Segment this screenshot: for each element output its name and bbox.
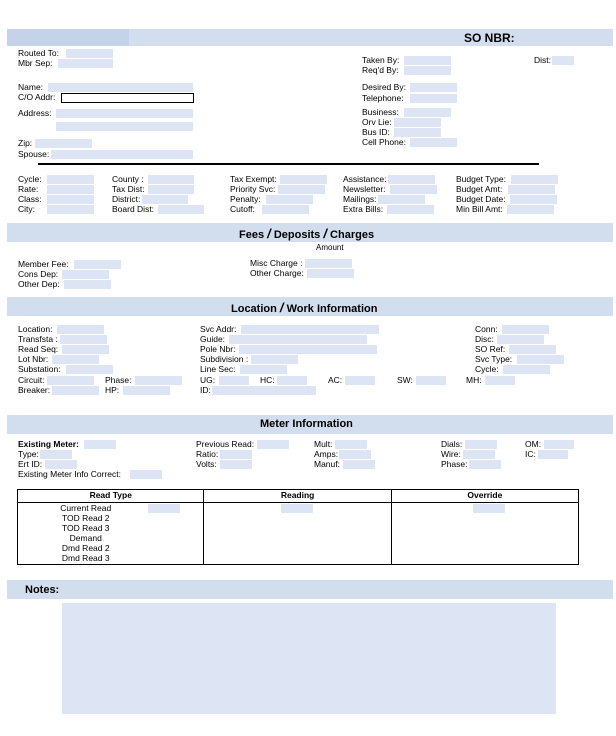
address-line2-field[interactable] xyxy=(56,122,193,131)
district-label: District: xyxy=(112,194,141,204)
other-dep-label: Other Dep: xyxy=(18,279,60,289)
subdivision-field[interactable] xyxy=(251,355,298,364)
city-label: City: xyxy=(18,204,35,214)
meter-type-field[interactable] xyxy=(40,450,72,459)
name-field[interactable] xyxy=(48,83,193,92)
substation-label: Substation: xyxy=(18,364,61,374)
mailings-label: Mailings: xyxy=(343,194,377,204)
hc-label: HC: xyxy=(260,375,275,385)
notes-label: Notes: xyxy=(25,584,60,596)
name-label: Name: xyxy=(18,82,44,92)
location-section-title xyxy=(231,300,377,315)
cons-dep-label: Cons Dep: xyxy=(18,269,59,279)
zip-label: Zip: xyxy=(18,138,33,148)
cycle-field[interactable] xyxy=(47,175,94,184)
reading-header: Reading xyxy=(204,490,391,503)
reading-cell xyxy=(204,503,391,565)
budget-date-label: Budget Date: xyxy=(456,194,506,204)
pole-nbr-label: Pole Nbr: xyxy=(200,344,236,354)
board-dist-field[interactable] xyxy=(158,205,204,214)
divider-line xyxy=(38,163,539,165)
dist-label: Dist: xyxy=(534,55,551,65)
extra-bills-label: Extra Bills: xyxy=(343,204,384,214)
cutoff-label: Cutoff: xyxy=(230,204,255,214)
conn-field[interactable] xyxy=(502,325,549,334)
current-read-type-field[interactable] xyxy=(148,504,180,513)
other-charge-label: Other Charge: xyxy=(250,268,304,278)
ac-field[interactable] xyxy=(345,376,375,385)
budget-date-field[interactable] xyxy=(510,195,557,204)
budget-amt-field[interactable] xyxy=(508,185,555,194)
lot-nbr-label: Lot Nbr: xyxy=(18,354,49,364)
mh-field[interactable] xyxy=(485,376,515,385)
read-type-row: Demand xyxy=(69,533,102,543)
business-field[interactable] xyxy=(404,108,451,117)
transfsta-field[interactable] xyxy=(60,335,107,344)
county-label: County : xyxy=(112,174,144,184)
misc-charge-field[interactable] xyxy=(305,259,352,268)
disc-field[interactable] xyxy=(497,335,544,344)
ac-label: AC: xyxy=(328,375,343,385)
class-field[interactable] xyxy=(47,195,94,204)
location-title-a: Location xyxy=(231,303,277,315)
current-override-field[interactable] xyxy=(473,504,505,513)
cell-phone-label: Cell Phone: xyxy=(362,137,406,147)
circuit-field[interactable] xyxy=(47,376,94,385)
fees-section-title xyxy=(239,226,374,241)
city-field[interactable] xyxy=(47,205,94,214)
fees-title-sep1: / xyxy=(267,226,271,241)
amps-label: Amps: xyxy=(314,449,339,459)
read-type-row: TOD Read 2 xyxy=(61,513,110,523)
read-type-header: Read Type xyxy=(18,490,204,503)
location-title-sep: / xyxy=(279,300,284,315)
taken-by-field[interactable] xyxy=(404,56,451,65)
manuf-field[interactable] xyxy=(343,460,375,469)
meter-section-title: Meter Information xyxy=(260,418,353,430)
priority-svc-label: Priority Svc: xyxy=(230,184,276,194)
penalty-label: Penalty: xyxy=(230,194,261,204)
svc-type-field[interactable] xyxy=(517,355,564,364)
mbr-sep-label: Mbr Sep: xyxy=(18,58,53,68)
desired-by-label: Desired By: xyxy=(362,82,406,92)
read-type-row: TOD Read 3 xyxy=(61,523,110,533)
other-charge-field[interactable] xyxy=(307,269,354,278)
location-title-b: Work Information xyxy=(286,303,378,315)
zip-field[interactable] xyxy=(35,139,92,148)
ug-label: UG: xyxy=(200,375,216,385)
wire-label: Wire: xyxy=(441,449,461,459)
sw-field[interactable] xyxy=(416,376,446,385)
cons-dep-field[interactable] xyxy=(62,270,109,279)
pole-nbr-field[interactable] xyxy=(239,345,377,354)
min-bill-amt-label: Min Bill Amt: xyxy=(456,204,503,214)
class-label: Class: xyxy=(18,194,42,204)
member-fee-field[interactable] xyxy=(74,260,121,269)
fees-title-sep2: / xyxy=(323,226,327,241)
cutoff-field[interactable] xyxy=(262,205,309,214)
current-reading-field[interactable] xyxy=(281,504,313,513)
cycle-label: Cycle: xyxy=(18,174,42,184)
spouse-field[interactable] xyxy=(51,150,193,159)
ic-label: IC: xyxy=(525,449,536,459)
guide-field[interactable] xyxy=(229,335,367,344)
line-sec-field[interactable] xyxy=(240,365,287,374)
hp-label: HP: xyxy=(105,385,120,395)
existing-correct-label: Existing Meter Info Correct: xyxy=(18,469,121,479)
co-addr-label: C/O Addr: xyxy=(18,92,56,102)
so-nbr-label: SO NBR: xyxy=(464,31,515,45)
wire-field[interactable] xyxy=(463,450,495,459)
business-label: Business: xyxy=(362,107,399,117)
misc-charge-label: Misc Charge : xyxy=(250,258,303,268)
amount-label: Amount xyxy=(316,243,344,252)
desired-by-field[interactable] xyxy=(410,83,457,92)
fees-title-a: Fees xyxy=(239,229,265,241)
ratio-field[interactable] xyxy=(220,450,252,459)
line-sec-label: Line Sec: xyxy=(200,364,236,374)
penalty-field[interactable] xyxy=(266,195,313,204)
om-label: OM: xyxy=(525,439,542,449)
cell-phone-field[interactable] xyxy=(410,138,457,147)
phase-field[interactable] xyxy=(135,376,182,385)
ug-field[interactable] xyxy=(219,376,249,385)
budget-type-field[interactable] xyxy=(511,175,558,184)
read-type-row: Dmd Read 2 xyxy=(61,543,110,553)
newsletter-label: Newsletter: xyxy=(343,184,386,194)
reqd-by-label: Req'd By: xyxy=(362,65,399,75)
tax-exempt-field[interactable] xyxy=(280,175,327,184)
board-dist-label: Board Dist: xyxy=(112,204,155,214)
ert-id-label: Ert ID: xyxy=(18,459,43,469)
reqd-by-field[interactable] xyxy=(404,66,451,75)
id-label: ID: xyxy=(200,385,211,395)
location-label: Location: xyxy=(18,324,53,334)
override-header: Override xyxy=(391,490,578,503)
loc-cycle-field[interactable] xyxy=(503,365,550,374)
ert-id-field[interactable] xyxy=(45,460,77,469)
hc-field[interactable] xyxy=(277,376,307,385)
fees-title-b: Deposits xyxy=(273,229,321,241)
fees-title-c: Charges xyxy=(330,229,375,241)
meter-phase-field[interactable] xyxy=(469,460,501,469)
override-cell xyxy=(391,503,578,565)
routed-to-field[interactable] xyxy=(66,49,113,58)
existing-meter-field[interactable] xyxy=(84,440,116,449)
telephone-field[interactable] xyxy=(410,94,457,103)
om-field[interactable] xyxy=(544,440,574,449)
taken-by-label: Taken By: xyxy=(362,55,400,65)
tax-exempt-label: Tax Exempt: xyxy=(230,174,277,184)
county-field[interactable] xyxy=(148,175,194,184)
district-field[interactable] xyxy=(142,195,188,204)
rate-field[interactable] xyxy=(47,185,94,194)
mailings-field[interactable] xyxy=(378,195,425,204)
location-field[interactable] xyxy=(57,325,104,334)
manuf-label: Manuf: xyxy=(314,459,340,469)
notes-textarea[interactable] xyxy=(62,603,556,714)
hp-field[interactable] xyxy=(123,386,170,395)
existing-correct-field[interactable] xyxy=(130,470,162,479)
member-fee-label: Member Fee: xyxy=(18,259,69,269)
id-field[interactable] xyxy=(212,386,316,395)
assistance-field[interactable] xyxy=(388,175,435,184)
orv-lie-label: Orv Lie: xyxy=(362,117,392,127)
read-type-cell xyxy=(18,503,204,565)
assistance-label: Assistance: xyxy=(343,174,387,184)
meter-phase-label: Phase: xyxy=(441,459,468,469)
co-addr-field[interactable] xyxy=(61,93,194,103)
spouse-label: Spouse: xyxy=(18,149,50,159)
conn-label: Conn: xyxy=(475,324,498,334)
phase-label: Phase: xyxy=(105,375,132,385)
breaker-label: Breaker: xyxy=(18,385,51,395)
so-ref-field[interactable] xyxy=(509,345,556,354)
priority-svc-field[interactable] xyxy=(278,185,325,194)
notes-section-bar xyxy=(7,580,613,599)
address-line1-field[interactable] xyxy=(56,109,193,118)
disc-label: Disc: xyxy=(475,334,494,344)
volts-field[interactable] xyxy=(220,460,252,469)
amps-field[interactable] xyxy=(339,450,371,459)
volts-label: Volts: xyxy=(196,459,217,469)
header-left-field[interactable] xyxy=(7,29,129,46)
transfsta-label: Transfsta : xyxy=(18,334,58,344)
newsletter-field[interactable] xyxy=(390,185,437,194)
svc-addr-field[interactable] xyxy=(241,325,379,334)
budget-amt-label: Budget Amt: xyxy=(456,184,503,194)
substation-field[interactable] xyxy=(66,365,113,374)
meter-type-label: Type: xyxy=(18,449,39,459)
read-table xyxy=(17,489,579,565)
existing-meter-label: Existing Meter: xyxy=(18,439,79,449)
tax-dist-field[interactable] xyxy=(148,185,194,194)
bus-id-field[interactable] xyxy=(394,128,441,137)
mult-label: Mult: xyxy=(314,439,333,449)
extra-bills-field[interactable] xyxy=(387,205,434,214)
read-type-row: Dmd Read 3 xyxy=(61,553,110,563)
ratio-label: Ratio: xyxy=(196,449,219,459)
mbr-sep-field[interactable] xyxy=(58,59,113,68)
dist-field[interactable] xyxy=(552,56,574,65)
previous-read-field[interactable] xyxy=(257,440,289,449)
loc-cycle-label: Cycle: xyxy=(475,364,499,374)
dials-field[interactable] xyxy=(465,440,497,449)
sw-label: SW: xyxy=(397,375,413,385)
breaker-field[interactable] xyxy=(52,386,99,395)
mh-label: MH: xyxy=(466,375,482,385)
read-seq-label: Read Seq: xyxy=(18,344,59,354)
telephone-label: Telephone: xyxy=(362,93,404,103)
svc-addr-label: Svc Addr: xyxy=(200,324,237,334)
bus-id-label: Bus ID: xyxy=(362,127,390,137)
svc-type-label: Svc Type: xyxy=(475,354,513,364)
subdivision-label: Subdivision : xyxy=(200,354,249,364)
min-bill-amt-field[interactable] xyxy=(507,205,554,214)
budget-type-label: Budget Type: xyxy=(456,174,506,184)
other-dep-field[interactable] xyxy=(64,280,111,289)
lot-nbr-field[interactable] xyxy=(52,355,99,364)
ic-field[interactable] xyxy=(538,450,568,459)
read-type-row: Current Read xyxy=(60,503,112,513)
tax-dist-label: Tax Dist: xyxy=(112,184,145,194)
rate-label: Rate: xyxy=(18,184,39,194)
orv-lie-field[interactable] xyxy=(394,118,441,127)
routed-to-label: Routed To: xyxy=(18,48,59,58)
previous-read-label: Previous Read: xyxy=(196,439,255,449)
guide-label: Guide: xyxy=(200,334,226,344)
circuit-label: Circuit: xyxy=(18,375,45,385)
read-seq-field[interactable] xyxy=(62,345,109,354)
dials-label: Dials: xyxy=(441,439,463,449)
mult-field[interactable] xyxy=(335,440,367,449)
so-ref-label: SO Ref: xyxy=(475,344,506,354)
address-label: Address: xyxy=(18,108,52,118)
